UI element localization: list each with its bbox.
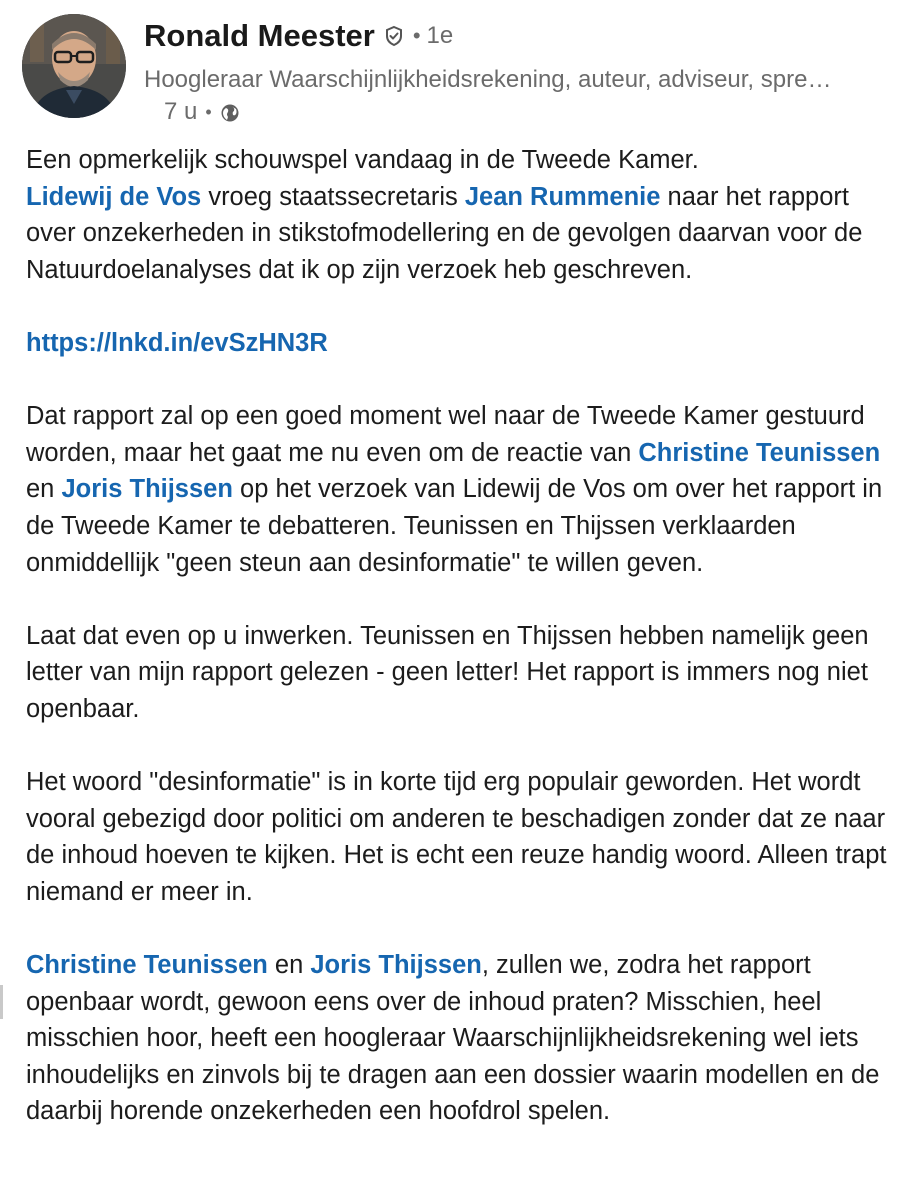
mention-joris-thijssen[interactable]: Joris Thijssen bbox=[310, 951, 482, 980]
author-avatar[interactable] bbox=[22, 14, 126, 118]
mention-jean-rummenie[interactable]: Jean Rummenie bbox=[464, 182, 661, 211]
scroll-edge-indicator bbox=[0, 985, 3, 1019]
paragraph-text: op het verzoek van Lidewij de Vos om over het rapport in de Tweede Kamer te debatteren. Teunissen en Thijssen verklaarden onmiddellijk "geen steun aan desinformatie" te willen geven. bbox=[26, 475, 883, 577]
post-body bbox=[26, 142, 898, 1167]
mention-lidewij-de-vos[interactable]: Lidewij de Vos bbox=[26, 182, 202, 211]
paragraph-text: Dat rapport zal op een goed moment wel naar de Tweede Kamer gestuurd worden, maar het gaat me nu even om de reactie van bbox=[26, 402, 865, 467]
author-headline: Hoogleraar Waarschijnlijkheidsrekening, auteur, adviseur, spre… bbox=[144, 66, 832, 93]
post-paragraph-1 bbox=[26, 142, 898, 288]
paragraph-text: , zullen we, zodra het rapport openbaar wordt, gewoon eens over de inhoud praten? Misschien, heel misschien hoor, heeft een hoogleraar Waarschijnlijkheidsrekening wel iets inhoudelijks en zinvols bij te dragen aan een dossier waarin modellen en de daarbij horende onzekerheden een hoofdrol spelen. bbox=[26, 951, 880, 1126]
post-header bbox=[22, 14, 902, 125]
post-link[interactable]: https://lnkd.in/evSzHN3R bbox=[26, 328, 328, 357]
paragraph-text: naar het rapport over onzekerheden in stikstofmodellering en de gevolgen daarvan voor de Natuurdoelanalyses dat ik op zijn verzoek heb geschreven. bbox=[26, 182, 863, 284]
post-paragraph-4: Het woord "desinformatie" is in korte tijd erg populair geworden. Het wordt vooral gebezigd door politici om anderen te beschadigen zonder dat ze naar de inhoud hoeven te kijken. Het is echt een reuze handig woord. Alleen trapt niemand er meer in. bbox=[26, 768, 887, 906]
paragraph-text: en bbox=[267, 951, 311, 980]
post-link-paragraph bbox=[26, 325, 898, 362]
post-meta bbox=[164, 98, 240, 126]
globe-icon bbox=[220, 102, 240, 122]
post-paragraph-2 bbox=[26, 398, 898, 581]
avatar-portrait bbox=[22, 14, 126, 118]
post-paragraph-5 bbox=[26, 947, 898, 1130]
separator-dot: • bbox=[412, 23, 421, 48]
author-line bbox=[144, 16, 453, 56]
paragraph-text: Een opmerkelijk schouwspel vandaag in de Tweede Kamer. bbox=[26, 146, 699, 174]
connection-degree: 1e bbox=[426, 22, 454, 49]
mention-joris-thijssen[interactable]: Joris Thijssen bbox=[61, 475, 233, 504]
separator-dot: • bbox=[205, 101, 212, 122]
author-name[interactable]: Ronald Meester bbox=[144, 18, 375, 53]
post-time: 7 u bbox=[164, 98, 198, 125]
post-paragraph-3: Laat dat even op u inwerken. Teunissen en Thijssen hebben namelijk geen letter van mijn rapport gelezen - geen letter! Het rapport is immers nog niet openbaar. bbox=[26, 621, 869, 723]
paragraph-text: vroeg staatssecretaris bbox=[201, 182, 465, 211]
paragraph-text: en bbox=[26, 475, 62, 504]
mention-christine-teunissen[interactable]: Christine Teunissen bbox=[26, 951, 268, 980]
verified-shield-icon bbox=[383, 25, 405, 47]
mention-christine-teunissen[interactable]: Christine Teunissen bbox=[638, 438, 881, 467]
